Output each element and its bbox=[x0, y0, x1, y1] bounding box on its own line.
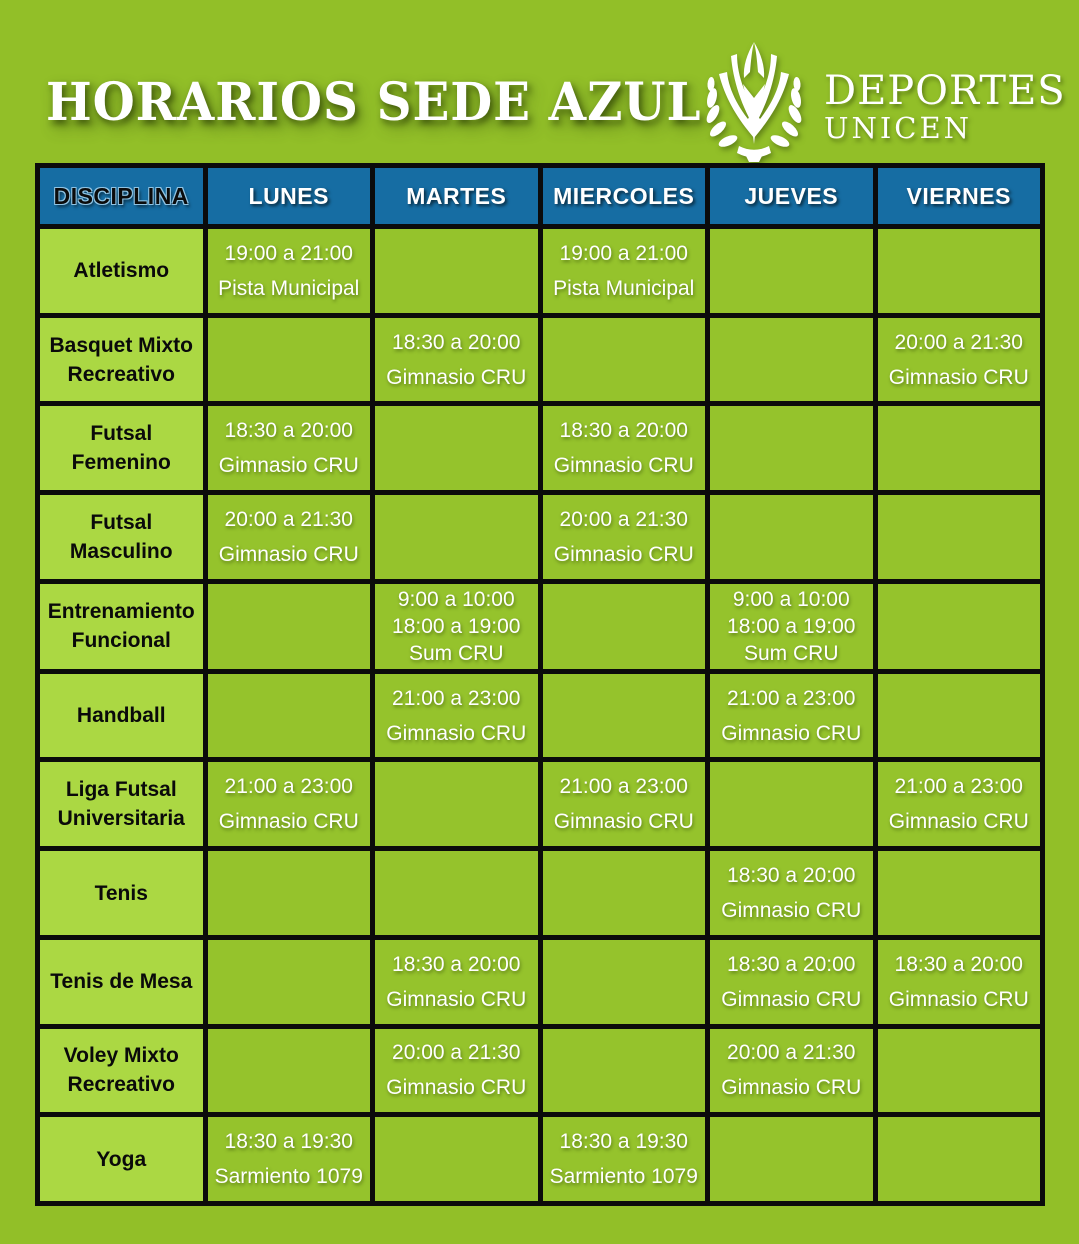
schedule-line: 20:00 a 21:30 bbox=[894, 330, 1023, 354]
schedule-cell-empty bbox=[710, 495, 873, 579]
schedule-cell bbox=[710, 940, 873, 1024]
schedule-line: 9:00 a 10:00 bbox=[732, 587, 850, 611]
discipline-cell: Voley Mixto Recreativo bbox=[40, 1029, 203, 1113]
schedule-cell-empty bbox=[375, 851, 538, 935]
schedule-cell bbox=[710, 584, 873, 669]
schedule-cell-empty bbox=[208, 940, 371, 1024]
schedule-cell-empty bbox=[710, 229, 873, 313]
schedule-cell-empty bbox=[543, 940, 706, 1024]
schedule-cell-empty bbox=[208, 851, 371, 935]
schedule-line: Gimnasio CRU bbox=[888, 810, 1029, 834]
schedule-line: Gimnasio CRU bbox=[386, 987, 527, 1011]
schedule-line: Gimnasio CRU bbox=[386, 1076, 527, 1100]
schedule-cell bbox=[208, 1117, 371, 1201]
schedule-line: 18:30 a 20:00 bbox=[559, 419, 688, 443]
schedule-cell-empty bbox=[375, 406, 538, 490]
schedule-line: Sum CRU bbox=[743, 641, 839, 665]
schedule-line: 18:30 a 20:00 bbox=[894, 952, 1023, 976]
schedule-cell-empty bbox=[710, 318, 873, 402]
schedule-line: 21:00 a 23:00 bbox=[894, 775, 1023, 799]
schedule-cell-empty bbox=[543, 318, 706, 402]
schedule-cell-empty bbox=[710, 1117, 873, 1201]
schedule-line: 18:30 a 20:00 bbox=[727, 952, 856, 976]
discipline-cell: Basquet Mixto Recreativo bbox=[40, 318, 203, 402]
schedule-cell bbox=[208, 762, 371, 846]
schedule-cell-empty bbox=[710, 762, 873, 846]
unicen-wreath-icon bbox=[698, 40, 810, 162]
discipline-cell: Tenis bbox=[40, 851, 203, 935]
schedule-line: Sum CRU bbox=[408, 641, 504, 665]
schedule-cell bbox=[710, 674, 873, 758]
schedule-line: Pista Municipal bbox=[553, 276, 695, 300]
schedule-line: Gimnasio CRU bbox=[888, 365, 1029, 389]
schedule-cell bbox=[543, 406, 706, 490]
schedule-table bbox=[35, 163, 1045, 1206]
schedule-line: Gimnasio CRU bbox=[721, 899, 862, 923]
schedule-cell bbox=[208, 406, 371, 490]
schedule-cell bbox=[375, 318, 538, 402]
schedule-cell-empty bbox=[543, 1029, 706, 1113]
schedule-cell bbox=[710, 1029, 873, 1113]
discipline-cell: Futsal Masculino bbox=[40, 495, 203, 579]
schedule-cell-empty bbox=[878, 495, 1041, 579]
schedule-line: 20:00 a 21:30 bbox=[727, 1041, 856, 1065]
schedule-line: 18:30 a 20:00 bbox=[392, 330, 521, 354]
schedule-cell-empty bbox=[878, 406, 1041, 490]
schedule-line: 18:30 a 20:00 bbox=[392, 952, 521, 976]
schedule-line: 20:00 a 21:30 bbox=[224, 507, 353, 531]
schedule-cell-empty bbox=[208, 318, 371, 402]
schedule-line: Gimnasio CRU bbox=[218, 810, 359, 834]
column-header-viernes: VIERNES bbox=[878, 168, 1041, 224]
schedule-cell-empty bbox=[375, 229, 538, 313]
schedule-line: 19:00 a 21:00 bbox=[224, 241, 353, 265]
schedule-cell bbox=[878, 318, 1041, 402]
logo-line-unicen: UNICEN bbox=[824, 111, 973, 145]
discipline-cell: Futsal Femenino bbox=[40, 406, 203, 490]
deportes-unicen-logo bbox=[698, 40, 1066, 162]
schedule-line: Gimnasio CRU bbox=[888, 987, 1029, 1011]
schedule-cell bbox=[375, 674, 538, 758]
schedule-line: Gimnasio CRU bbox=[553, 454, 694, 478]
schedule-line: 21:00 a 23:00 bbox=[224, 775, 353, 799]
schedule-cell-empty bbox=[878, 1117, 1041, 1201]
schedule-cell-empty bbox=[878, 584, 1041, 669]
schedule-line: 21:00 a 23:00 bbox=[727, 686, 856, 710]
schedule-line: 9:00 a 10:00 bbox=[397, 587, 515, 611]
schedule-line: Gimnasio CRU bbox=[218, 542, 359, 566]
logo-text bbox=[824, 70, 1066, 144]
schedule-line: 18:00 a 19:00 bbox=[727, 614, 856, 638]
schedule-cell-empty bbox=[208, 1029, 371, 1113]
column-header-lunes: LUNES bbox=[208, 168, 371, 224]
schedule-cell-empty bbox=[543, 584, 706, 669]
schedule-line: 20:00 a 21:30 bbox=[392, 1041, 521, 1065]
schedule-cell-empty bbox=[878, 1029, 1041, 1113]
schedule-line: 21:00 a 23:00 bbox=[559, 775, 688, 799]
schedule-cell bbox=[878, 940, 1041, 1024]
schedule-line: Gimnasio CRU bbox=[386, 365, 527, 389]
schedule-line: Gimnasio CRU bbox=[386, 721, 527, 745]
schedule-cell bbox=[375, 940, 538, 1024]
schedule-line: Gimnasio CRU bbox=[553, 810, 694, 834]
discipline-cell: Entrenamiento Funcional bbox=[40, 584, 203, 669]
schedule-cell-empty bbox=[878, 229, 1041, 313]
schedule-cell-empty bbox=[375, 495, 538, 579]
column-header-miercoles: MIERCOLES bbox=[543, 168, 706, 224]
schedule-line: 18:30 a 20:00 bbox=[727, 864, 856, 888]
discipline-cell: Atletismo bbox=[40, 229, 203, 313]
schedule-line: Gimnasio CRU bbox=[721, 1076, 862, 1100]
schedule-line: 18:30 a 19:30 bbox=[224, 1130, 353, 1154]
schedule-cell bbox=[208, 229, 371, 313]
schedule-line: Gimnasio CRU bbox=[721, 987, 862, 1011]
schedule-cell-empty bbox=[878, 851, 1041, 935]
schedule-line: Sarmiento 1079 bbox=[549, 1165, 698, 1189]
discipline-cell: Handball bbox=[40, 674, 203, 758]
schedule-cell bbox=[543, 1117, 706, 1201]
schedule-line: Gimnasio CRU bbox=[553, 542, 694, 566]
discipline-cell: Liga Futsal Universitaria bbox=[40, 762, 203, 846]
column-header-martes: MARTES bbox=[375, 168, 538, 224]
discipline-cell: Yoga bbox=[40, 1117, 203, 1201]
schedule-cell bbox=[878, 762, 1041, 846]
column-header-disciplina: DISCIPLINA bbox=[40, 168, 203, 224]
schedule-cell bbox=[208, 495, 371, 579]
schedule-cell bbox=[543, 229, 706, 313]
schedule-line: 18:30 a 19:30 bbox=[559, 1130, 688, 1154]
schedule-line: Gimnasio CRU bbox=[218, 454, 359, 478]
schedule-cell-empty bbox=[543, 674, 706, 758]
logo-line-deportes: DEPORTES bbox=[824, 68, 1066, 114]
schedule-line: 20:00 a 21:30 bbox=[559, 507, 688, 531]
schedule-cell-empty bbox=[375, 762, 538, 846]
schedule-line: Pista Municipal bbox=[218, 276, 360, 300]
schedule-cell bbox=[543, 495, 706, 579]
schedule-line: Gimnasio CRU bbox=[721, 721, 862, 745]
page-title: HORARIOS SEDE AZUL bbox=[46, 72, 702, 133]
schedule-line: Sarmiento 1079 bbox=[214, 1165, 363, 1189]
schedule-line: 18:00 a 19:00 bbox=[392, 614, 521, 638]
schedule-cell bbox=[375, 1029, 538, 1113]
schedule-cell bbox=[710, 851, 873, 935]
schedule-cell-empty bbox=[710, 406, 873, 490]
schedule-line: 19:00 a 21:00 bbox=[559, 241, 688, 265]
schedule-line: 18:30 a 20:00 bbox=[224, 419, 353, 443]
schedule-cell-empty bbox=[208, 674, 371, 758]
schedule-cell bbox=[375, 584, 538, 669]
schedule-line: 21:00 a 23:00 bbox=[392, 686, 521, 710]
schedule-cell-empty bbox=[208, 584, 371, 669]
schedule-cell-empty bbox=[543, 851, 706, 935]
schedule-cell-empty bbox=[375, 1117, 538, 1201]
column-header-jueves: JUEVES bbox=[710, 168, 873, 224]
discipline-cell: Tenis de Mesa bbox=[40, 940, 203, 1024]
schedule-cell bbox=[543, 762, 706, 846]
schedule-cell-empty bbox=[878, 674, 1041, 758]
